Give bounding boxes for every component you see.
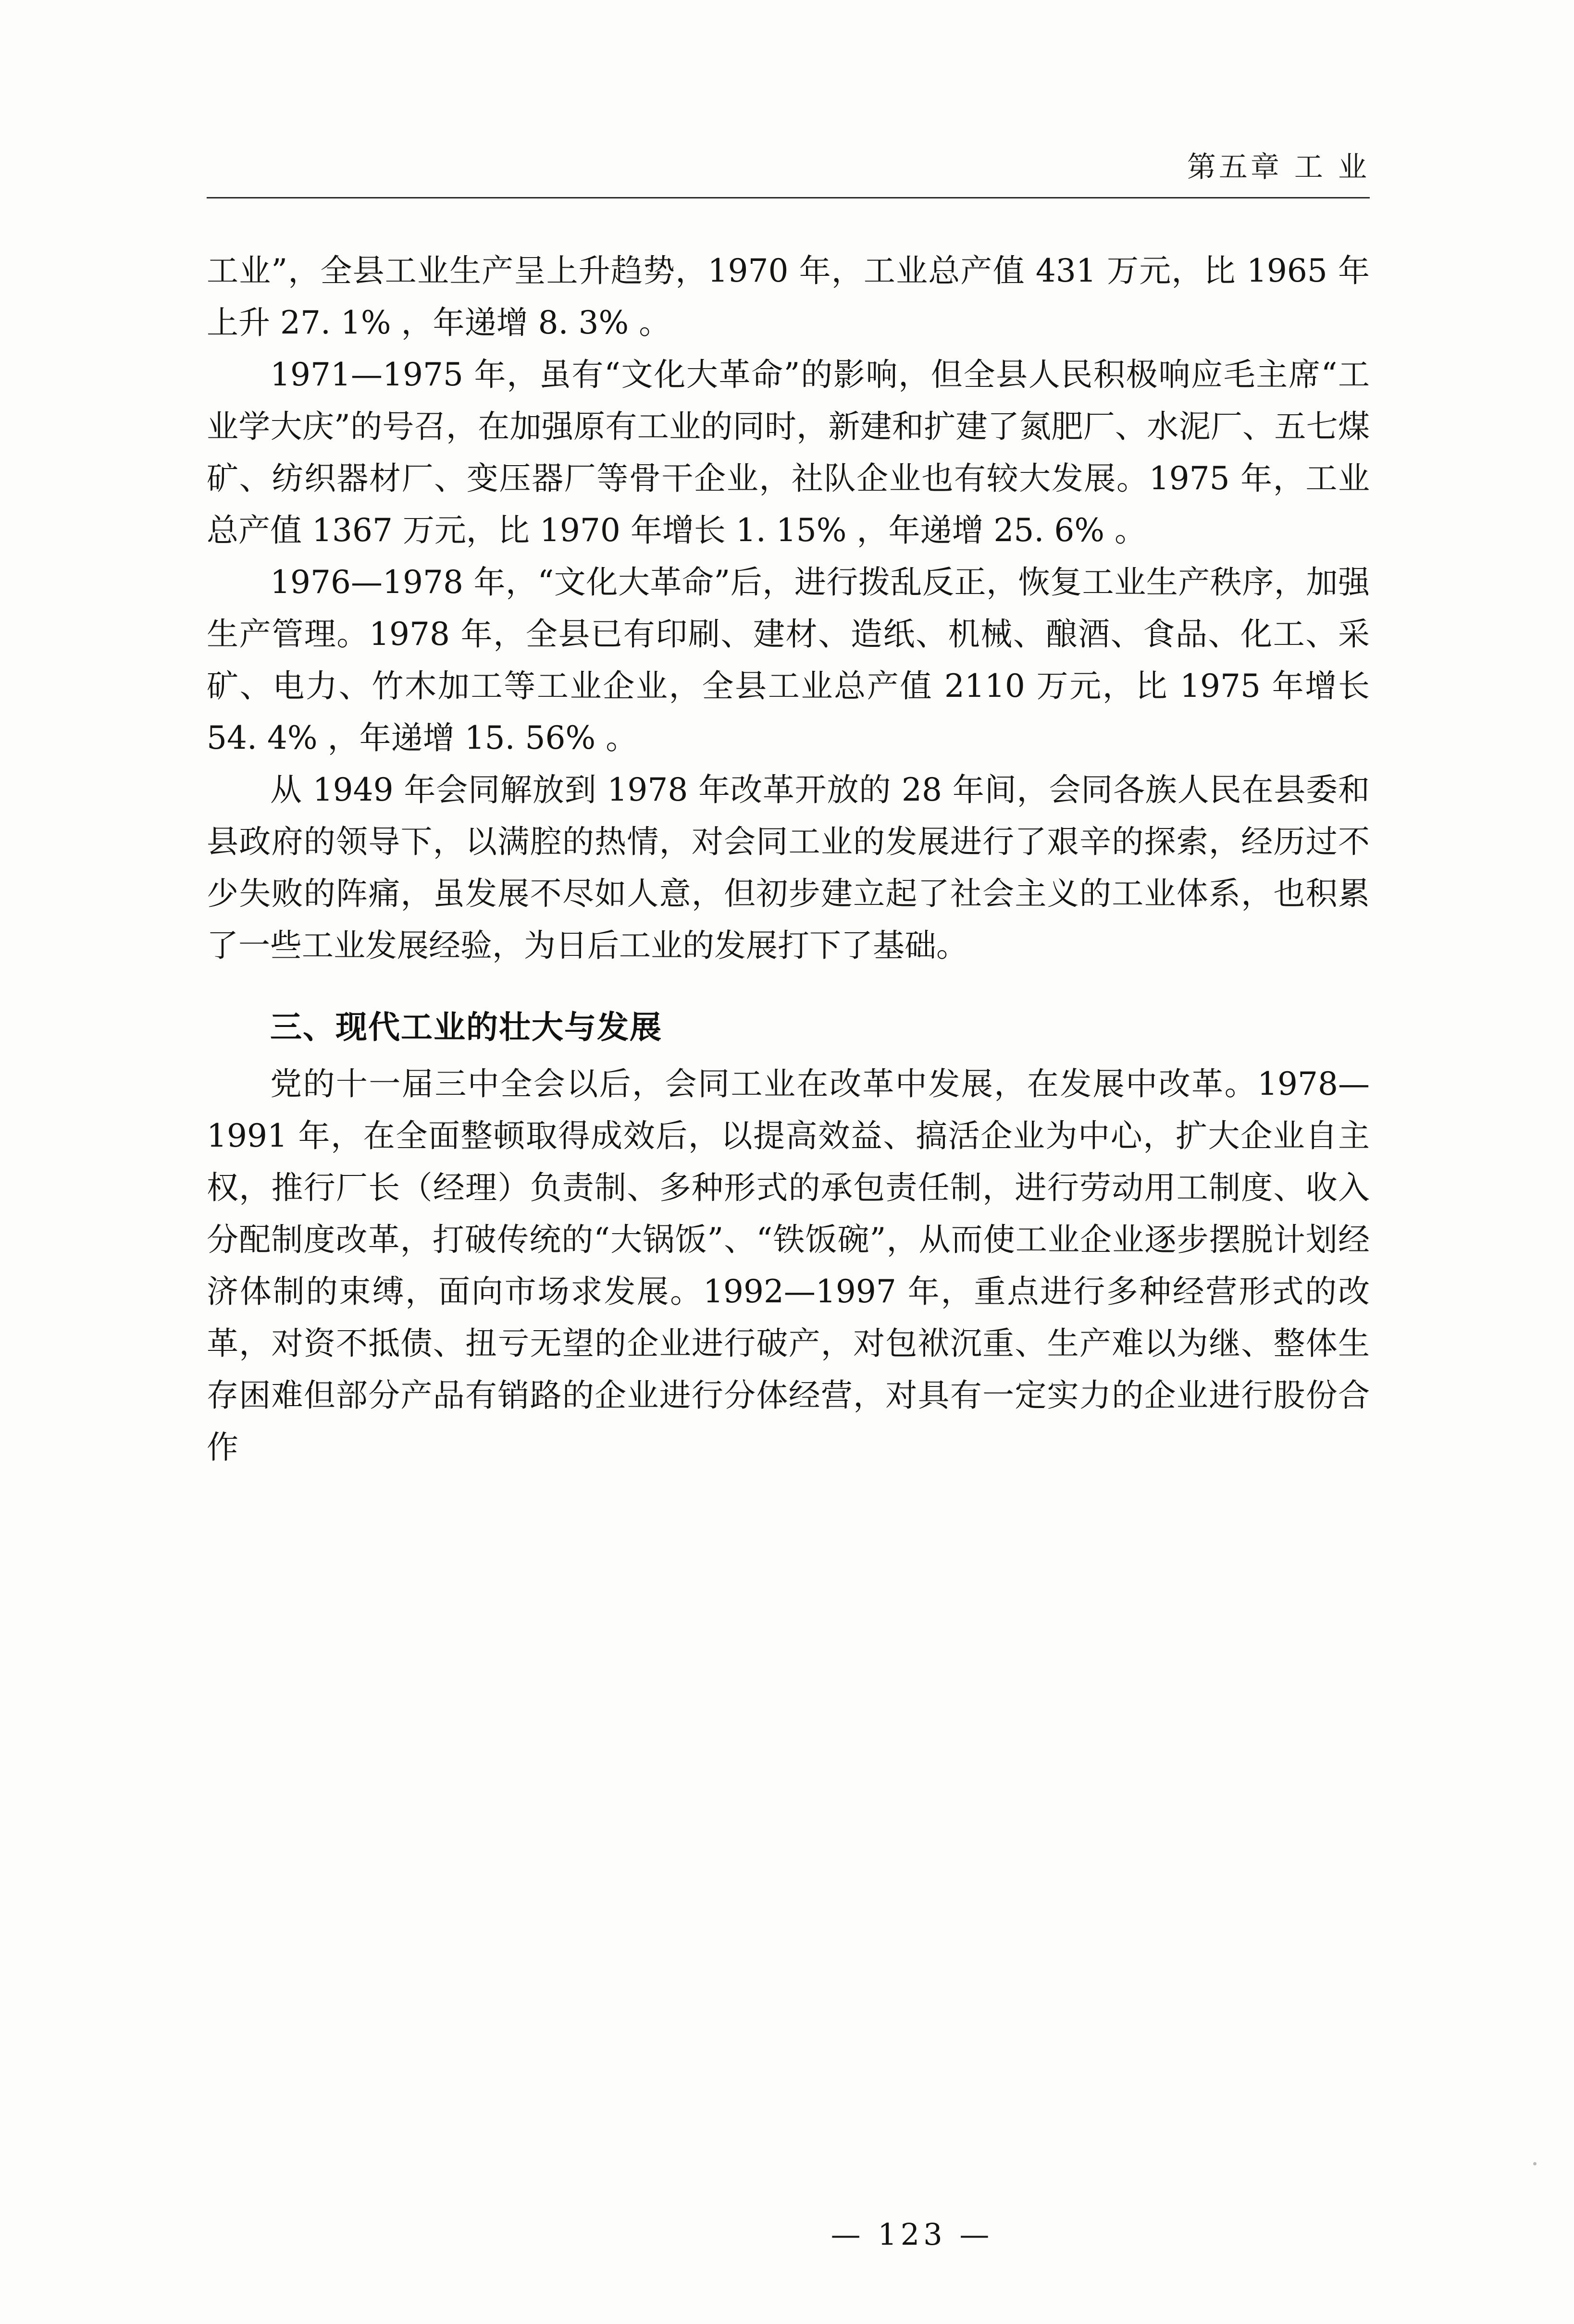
section-heading: 三、现代工业的壮大与发展 [270, 1009, 662, 1046]
paragraph: 从 1949 年会同解放到 1978 年改革开放的 28 年间，会同各族人民在县委和县政府的领导下，以满腔的热情，对会同工业的发展进行了艰辛的探索，经历过不少失败的阵痛，虽发展不尽如人意，但初步建立起了社会主义的工业体系，也积累了一些工业发展经验，为日后工业的发展打下了基础。 [207, 771, 1370, 964]
paragraph: 党的十一届三中全会以后，会同工业在改革中发展，在发展中改革。1978—1991 年，在全面整顿取得成效后，以提高效益、搞活企业为中心，扩大企业自主权，推行厂长（经理）负责制、多种形式的承包责任制，进行劳动用工制度、收入分配制度改革，打破传统的“大锅饭”、“铁饭碗”，从而使工业企业逐步摆脱计划经济体制的束缚，面向市场求发展。1992—1997 年，重点进行多种经营形式的改革，对资不抵债、扭亏无望的企业进行破产，对包袱沉重、生产难以为继、整体生存困难但部分产品有销路的企业进行分体经营，对具有一定实力的企业进行股份合作 [207, 1065, 1370, 1466]
edge-mark-dot [1533, 2162, 1537, 2165]
paragraph: 1976—1978 年，“文化大革命”后，进行拨乱反正，恢复工业生产秩序，加强生产管理。1978 年，全县已有印刷、建材、造纸、机械、酿酒、食品、化工、采矿、电力、竹木加工等工业企业，全县工业总产值 2110 万元，比 1975 年增长 54. 4% ，年递增 15. 56% 。 [207, 564, 1370, 756]
page-header [207, 144, 1370, 226]
body-text [207, 245, 1370, 1473]
paragraph: 1971—1975 年，虽有“文化大革命”的影响，但全县人民积极响应毛主席“工业学大庆”的号召，在加强原有工业的同时，新建和扩建了氮肥厂、水泥厂、五七煤矿、纺织器材厂、变压器厂等骨干企业，社队企业也有较大发展。1975 年，工业总产值 1367 万元，比 1970 年增长 1. 15% ，年递增 25. 6% 。 [207, 356, 1370, 549]
page-number-value: — 123 — [830, 2217, 993, 2252]
paragraph: 工业”，全县工业生产呈上升趋势，1970 年，工业总产值 431 万元，比 1965 年上升 27. 1% ，年递增 8. 3% 。 [207, 252, 1370, 341]
header-divider [207, 197, 1370, 198]
page-number [0, 2217, 1574, 2252]
page-content-area [207, 144, 1370, 1473]
chapter-title: 第五章 工 业 [1187, 150, 1370, 184]
